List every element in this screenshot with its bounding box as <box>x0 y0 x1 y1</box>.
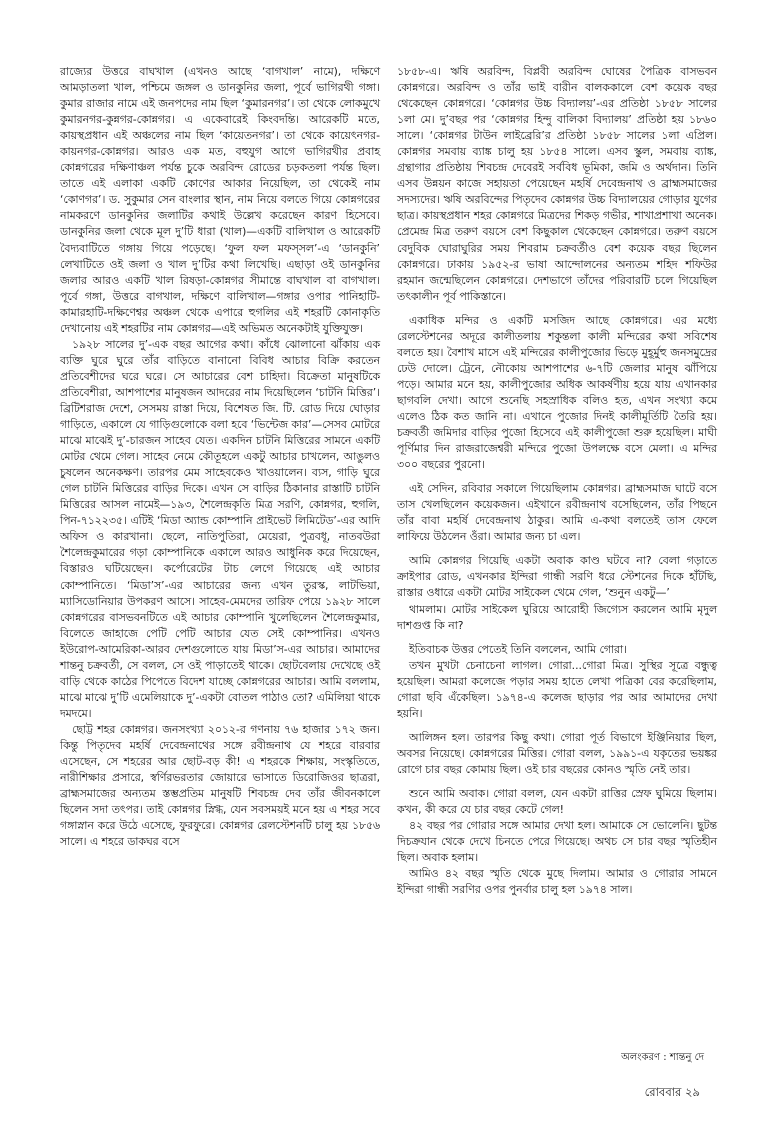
article-paragraph: আমিও ৪২ বছর স্মৃতি থেকে মুছে দিলাম। আমার ও গোরার সামনে ইন্দিরা গান্ধী সরণির ওপর পুনর্বার চালু হল ১৯৭৪ সাল। <box>397 867 717 897</box>
page-number: ২৯ <box>685 1085 700 1099</box>
article-paragraph: রাজ্যের উত্তরে বাঘখাল (এখনও আছে ‘বাগখাল’ নামে), দক্ষিণে আমড়াতলা খাল, পশ্চিমে জঙ্গল ও ডানকুনির জলা, পূর্বে ভাগিরথী গঙ্গা। কুমার রাজার নামে এই জনপদের নাম ছিল ‘কুমারনগর’। তা থেকে লোকমুখে কুমারনগর-কুন্নগর-কোন্নগর। এ একেবারেই কিংবদন্তি। আরেকটি মতে, কায়স্থপ্রধান এই অঞ্চলের নাম ছিল ‘কায়েতনগর’। তা থেকে কায়েৎনগর-কায়নগর-কোন্নগর। আরও এক মত, বহুযুগ আগে ভাগিরথীর প্রবাহ কোন্নগরের দক্ষিণাঞ্চল পর্যন্ত চুকে অরবিন্দ রোডের চড়কতলা পর্যন্ত ছিল। তাতে এই এলাকা একটি কোণের আকার নিয়েছিল, তা থেকেই নাম ‘কোণগর’। ড. সুকুমার সেন বাংলার স্থান, নাম নিয়ে বলতে গিয়ে কোন্নগরের নামকরণে ডানকুনির জলাটির কথাই উল্লেখ করেছেন কারণ হিসেবে। ডানকুনির জলা থেকে মূল দু’টি ধারা (খাল)—একটি বালিখাল ও আরেকটি বৈদ্যবাটিতে গঙ্গায় গিয়ে পড়েছে। ‘ফুল ফল মফস্সল’-এ ‘ডানকুনি’ লেখাটিতে ওই জলা ও খাল দু’টির কথা লিখেছি। এছাড়া ওই ডানকুনির জলার আরও একটি খাল রিষড়া-কোন্নগর সীমান্তে বাঘখাল বা বাগখাল। পূর্বে গঙ্গা, উত্তরে বাগখাল, দক্ষিণে বালিখাল—গঙ্গার ওপার পানিহাটি-কামারহাটি-দক্ষিণেশ্বর অঞ্চল থেকে এপারে হুগলির এই শহরটি কোনাকৃতি দেখানোয় এই শহরটির নাম কোন্নগর—এই অভিমত অনেকটাই যুক্তিযুক্ত। <box>60 65 380 335</box>
article-paragraph: ১৯২৮ সালের দু’-এক বছর আগের কথা। কাঁধে ঝোলানো ঝাঁকায় এক ব্যক্তি ঘুরে ঘুরে তাঁর বাড়িতে বানানো বিবিধ আচার বিক্রি করতেন প্রতিবেশীদের ঘরে ঘরে। সে আচারের বেশ চাহিদা। বিক্রেতা মানুষটিকে প্রতিবেশীরা, আশপাশের মানুষজন আদরের নাম দিয়েছিলেন ‘চাটনি মিত্তির’। ব্রিটিশরাজ দেশে, সেসময় রাস্তা দিয়ে, বিশেষত জি. টি. রোড দিয়ে ঘোড়ার গাড়িতে, একালে যে গাড়িগুলোকে বলা হবে ‘ভিন্টেজ কার’—সেসব মোটরে মাঝে মাঝেই দু’-চারজন সাহেব যেত। একদিন চাটনি মিত্তিরের সামনে একটি মোটর থেমে গেল। সাহেব নেমে কৌতূহলে একটু আচার চাখলেন, আঙুলও চুষলেন অনেকক্ষণ। তারপর মেম সাহেবকেও খাওয়ালেন। ব্যস, গাড়ি ঘুরে গেল চাটনি মিত্তিরের বাড়ির দিকে। এখন সে বাড়ির ঠিকানার রাস্তাটি চাটনি মিত্তিরের আসল নামেই—১৯৩, শৈলেন্দ্রকৃতি মিত্র সরণি, কোন্নগর, হুগলি, পিন-৭১২২৩৫। এটিই ‘মিডা অ্যান্ড কোম্পানি প্রাইভেট লিমিটেড’-এর আদি অফিস ও কারখানা। ছেলে, নাতিপুতিরা, মেয়েরা, পুত্রবধূ, নাতবউরা শৈলেন্দ্রকুমারের গড়া কোম্পানিকে একালে আরও আধুনিক করে দিয়েছেন, বিস্তারও ঘটিয়েছেন। কর্পোরেটের টাচ লেগে গিয়েছে এই আচার কোম্পানিতে। ‘মিডা’স’-এর আচারের জন্য এখন তুরস্ক, লাটভিয়া, ম্যাসিডোনিয়ার উপকরণ আসে। সাহেব-মেমদের তারিফ পেয়ে ১৯২৮ সালে কোন্নগরের বাসভবনটিতে এই আচার কোম্পানি খুলেছিলেন শৈলেন্দ্রকুমার, বিলেতে জাহাজে পেটি পেটি আচার যেত সেই কোম্পানির। এখনও ইউরোপ-আমেরিকা-আরব দেশগুলোতে যায় মিডা’স-এর আচার। আমাদের শান্তনু চক্রবর্তী, সে বলল, সে ওই পাড়াতেই থাকে। ছোটবেলায় দেখেছে ওই বাড়ি থেকে কাঠের পিপেতে বিদেশ যাচ্ছে কোন্নগরের আচার। আমি বললাম, মাঝে মাঝে দু’টি এমেলিয়াকে দু’-একটা বোতল পাঠাও তো? এমিলিয়া থাকে দমদমে। <box>60 337 380 720</box>
page-footer <box>645 1085 700 1099</box>
article-paragraph: আলিঙ্গন হল। তারপর কিছু কথা। গোরা পূর্ত বিভাগে ইঞ্জিনিয়ার ছিল, অবসর নিয়েছে। কোন্নগরের মিত্তির। গোরা বলল, ১৯৯১-এ যকৃতের ভয়ঙ্কর রোগে চার বছর কোমায় ছিল। ওই চার বছরের কোনও স্মৃতি নেই তার। <box>397 730 717 776</box>
article-paragraph: থামলাম। মোটর সাইকেল ঘুরিয়ে আরোহী জিগ্যেস করলেন আমি মৃদুল দাশগুপ্ত কি না? <box>397 602 717 632</box>
article-paragraph: ইতিবাচক উত্তর পেতেই তিনি বললেন, আমি গোরা। <box>409 642 627 656</box>
article-paragraph: তখন মুখটা চেনাচেনা লাগল। গোরা...গোরা মিত্র। সুস্থির সূত্রে বন্ধুত্ব হয়েছিল। আমরা কলেজে পড়ার সময় হাতে লেখা পত্রিকা বের করেছিলাম, গোরা ছবি এঁকেছিল। ১৯৭৪-এ কলেজ ছাড়ার পর আর আমাদের দেখা হয়নি। <box>397 658 717 720</box>
article-paragraph: শুনে আমি অবাক। গোরা বলল, যেন একটা রাত্তির স্রেফ ঘুমিয়ে ছিলাম। কখন, কী করে যে চার বছর কেটে গেল! <box>397 786 717 817</box>
article-column-left <box>60 64 380 850</box>
article-column-right <box>397 64 717 898</box>
article-paragraph: আমি কোন্নগর গিয়েছি একটা অবাক কাণ্ড ঘটবে না? বেলা গড়াতে ক্রাইপার রোড, এখনকার ইন্দিরা গান্ধী সরণি ধরে স্টেশনের দিকে হাঁটছি, রাস্তার ওধারে একটা মোটর সাইকেল থেমে গেল, ‘শুনুন একটু—’ <box>397 554 717 600</box>
illustration-credit: অলংকরণ : শান্তনু দে <box>621 1052 704 1063</box>
article-paragraph: ছোট্ট শহর কোন্নগর। জনসংখ্যা ২০১২-র গণনায় ৭৬ হাজার ১৭২ জন। কিন্তু পিতৃদেব মহর্ষি দেবেন্দ্রনাথের সঙ্গে রবীন্দ্রনাথ যে শহরে বারবার এসেছেন, সে শহরের আর ছোট-বড় কী! এ শহরকে শিক্ষায়, সংস্কৃতিতে, নারীশিক্ষার প্রসারে, স্বর্ণিরভরতার জোয়ারে ভাসাতে ডিরোজিওর ছাত্ররা, ব্রাহ্মসমাজের অন্যতম স্তম্ভপ্রতিম মানুষটি শিবচন্দ্র দেব তাঁর জীবনকালে ছিলেন সদা তৎপর। তাই কোন্নগর স্নিগ্ধ, যেন সবসময়ই মনে হয় এ শহর সবে গঙ্গাস্নান করে উঠে এসেছে, ফুরফুরে। কোন্নগর রেলস্টেশনটি চালু হয় ১৮৫৬ সালে। এ শহরে ডাকঘর বসে <box>60 722 380 849</box>
article-paragraph: ১৮৫৮-এ। ঋষি অরবিন্দ, বিপ্লবী অরবিন্দ ঘোষের পৈত্রিক বাসভবন কোন্নগরে। অরবিন্দ ও তাঁর ভাই বারীন বালককালে বেশ কয়েক বছর থেকেছেন কোন্নগরে। ‘কোন্নগর উচ্চ বিদ্যালয়’-এর প্রতিষ্ঠা ১৮৫৮ সালের ১লা মে। দু’বছর পর ‘কোন্নগর হিন্দু বালিকা বিদ্যালয়’ প্রতিষ্ঠা হয় ১৮৬০ সালে। ‘কোন্নগর টাউন লাইব্রেরি’র প্রতিষ্ঠা ১৮৫৮ সালের ১লা এপ্রিল। কোন্নগর সমবায় ব্যাঙ্ক চালু হয় ১৮৫৪ সালে। এসব স্কুল, সমবায় ব্যাঙ্ক, গ্রন্থাগার প্রতিষ্ঠায় শিবচন্দ্র দেবেরই সর্ববিধ ভূমিকা, জমি ও অর্থদান। তিনি এসব উন্নয়ন কাজে সহায়তা পেয়েছেন মহর্ষি দেবেন্দ্রনাথ ও ব্রাহ্মসমাজের সদস্যদের। ঋষি অরবিন্দের পিতৃদেব কোন্নগর উচ্চ বিদ্যালয়ের গোড়ার যুগের ছাত্র। কায়স্থপ্রধান শহর কোন্নগরে মিত্রদের শিকড় গভীর, শাখাপ্রশাখা অনেক। প্রেমেন্দ্র মিত্র তরুণ বয়সে বেশ কিছুকাল থেকেছেন কোন্নগরে। তরুণ বয়সে বেদুবিক ঘোরাঘুরির সময় শিবরাম চক্রবর্তীও বেশ কয়েক বছর ছিলেন কোন্নগরে। ঢাকায় ১৯৫২-র ভাষা আন্দোলনের অন্যতম শহিদ শফিউর রহমান জন্মেছিলেন কোন্নগরে। দেশভাগে তাঁদের পরিবারটি চলে গিয়েছিল তৎকালীন পূর্ব পাকিস্তানে। <box>397 65 717 303</box>
section-name: রোববার <box>644 1085 682 1099</box>
article-paragraph: একাধিক মন্দির ও একটি মসজিদ আছে কোন্নগরে। এর মধ্যে রেলস্টেশনের অদূরে কালীতলায় শকুন্তলা কালী মন্দিরের কথা সবিশেষ বলতে হয়। বৈশাখ মাসে এই মন্দিরের কালীপুজোর ভিড়ে মুহূর্মুহু জনসমুদ্রের ঢেউ দোলে। ট্রেনে, নৌকোয় আশপাশের ৬-৭টি জেলার মানুষ ঝাঁপিয়ে পড়ে। আমার মনে হয়, কালীপুজোর অধিক আকর্ষণীয় হয়ে যায় এখানকার ছাগবলি দেখা। আগে শুনেছি সহস্রাধিক বলিও হত, এখন সংখ্যা কমে এলেও ঠিক কত জানি না। এখানে পুজোর দিনই কালীমূর্তিটি তৈরি হয়। চক্রবর্তী জমিদার বাড়ির পুজো হিসেবে এই কালীপুজো শুরু হয়েছিল। মাঘী পূর্ণিমার দিন রাজরাজেশ্বরী মন্দিরে পুজো উপলক্ষে বসে মেলা। এ মন্দির ৩০০ বছরের পুরনো। <box>397 313 717 472</box>
article-paragraph: এই সেদিন, রবিবার সকালে গিয়েছিলাম কোন্নগর। ব্রাহ্মসমাজ ঘাটে বসে তাস খেলছিলেন কয়েকজন। এইখানে রবীন্দ্রনাথ বসেছিলেন, তাঁর পিছনে তাঁর বাবা মহর্ষি দেবেন্দ্রনাথ ঠাকুর। আমি এ-কথা বলতেই তাস ফেলে লাফিয়ে উঠলেন ওঁরা। আমার জন্য চা এল। <box>397 482 717 544</box>
article-paragraph: ৪২ বছর পর গোরার সঙ্গে আমার দেখা হল। আমাকে সে ভোলেনি। ছুটন্ত দিচক্রযান থেকে দেখে চিনতে পেরে গিয়েছে। অথচ সে চার বছর স্মৃতিহীন ছিল। অবাক হলাম। <box>397 819 717 865</box>
